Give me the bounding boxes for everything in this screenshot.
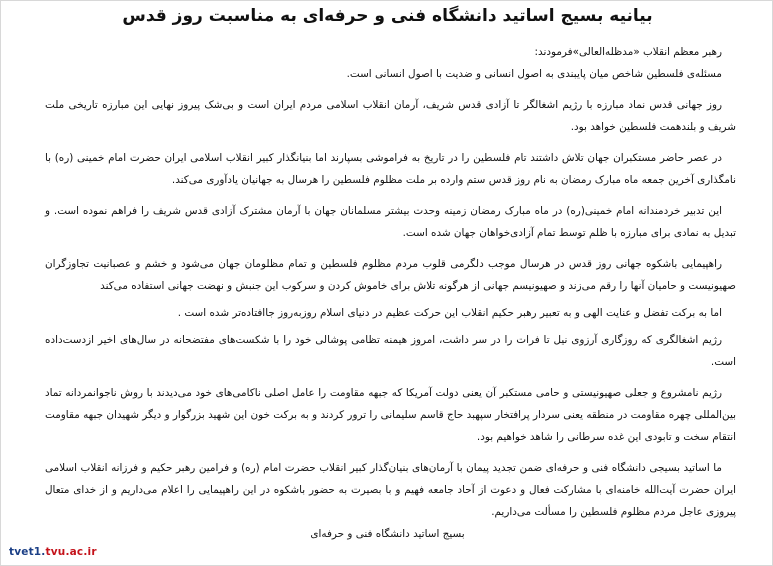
site-watermark-part1: tvet1. bbox=[9, 546, 46, 558]
paragraph-2: در عصر حاضر مستکبران جهان تلاش داشتند تام فلسطین را در تاریخ به فراموشی بسپارند اما بنیانگذار کبیر انقلاب اسلامی ایران حضرت امام خمینی (ره) با نامگذاری آخرین جمعه ماه مبارک رمضان به نام روز قدس ستم وارده بر ملت مظلوم فلسطین را هرسال به جهانیان یادآوری می‌کند. bbox=[45, 152, 736, 186]
paragraph-4: راهپیمایی باشکوه جهانی روز قدس در هرسال موجب دلگرمی قلوب مردم مظلوم فلسطین و تمام مظلومان جهان می‌شود و خشم و عصبانیت تجاوزگران صهیونیست و حامیان آنها را رقم می‌زند و صهیونیسم جهانی از هرگونه تلاش برای خاموش کردن و سرکوب این جنبش و نهضت جهانی استفاده می‌کند bbox=[45, 258, 736, 292]
intro-line-2: مسئله‌ی فلسطین شاخص میان پایبندی به اصول انسانی و ضدیت با اصول انسانی است. bbox=[346, 68, 722, 80]
document-body bbox=[45, 41, 736, 523]
paragraph-8: ما اساتید بسیجی دانشگاه فنی و حرفه‌ای ضمن تجدید پیمان با آرمان‌های بنیان‌گذار کبیر انقلاب حضرت امام (ره) و فرامین رهبر حکیم و فرزانه انقلاب اسلامی ایران حضرت آیت‌الله خامنه‌ای با مشارکت فعال و دعوت از آحاد جامعه فهیم و با بصیرت به حضور باشکوه در این راهپیمایی را اعلام می‌داریم و از خدای متعال پیروزی عاجل مردم مظلوم فلسطین را مسألت می‌داریم. bbox=[45, 462, 736, 518]
paragraph-5: اما به برکت تفضل و عنایت الهی و به تعبیر رهبر حکیم انقلاب این حرکت عظیم در دنیای اسلام روزبه‌روز جاافتاده‌تر شده است . bbox=[177, 307, 722, 319]
site-watermark bbox=[9, 546, 97, 558]
intro-line-1: رهبر معظم انقلاب «مدظله‌العالی»فرمودند: bbox=[534, 46, 722, 58]
site-watermark-part2: tvu.ac.ir bbox=[45, 546, 97, 558]
paragraph-7: رژیم نامشروع و جعلی صهیونیستی و حامی مستکبر آن یعنی دولت آمریکا که جبهه مقاومت را عامل اصلی ناکامی‌های خود می‌دیدند با روش ناجوانمردانه تماد بین‌المللی چهره مقاومت در منطقه یعنی سردار پرافتخار سپهبد حاج قاسم سلیمانی را ترور کردند و به برکت خون این شهید بزرگوار و دیگر شهیدان جبهه مقاومت انتقام سخت و تابودی این غده سرطانی را شاهد خواهیم بود. bbox=[45, 387, 736, 443]
paragraph-6: رژیم اشغالگری که روزگاری آرزوی نیل تا فرات را در سر داشت، امروز هیمنه تظامی پوشالی خود را با شکست‌های مفتضحانه در سال‌های اخیر ازدست‌داده است. bbox=[45, 334, 736, 368]
signature: بسیج اساتید دانشگاه فنی و حرفه‌ای bbox=[310, 528, 465, 540]
paragraph-3: این تدبیر خردمندانه امام خمینی(ره) در ماه مبارک رمضان زمینه وحدت بیشتر مسلمانان جهان با آرمان مشترک آزادی قدس شریف را فراهم نموده است. و تبدیل به نمادی برای مبارزه با ظلم توسط تمام آزادی‌خواهان جهان شده است. bbox=[45, 205, 736, 239]
paragraph-1: روز جهانی قدس نماد مبارزه با رژیم اشغالگر تا آزادی قدس شریف، آرمان انقلاب اسلامی مردم ایران است و بی‌شک پیروز نهایی این مبارزه تاریخی ملت شریف و بلندهمت فلسطین خواهد بود. bbox=[45, 99, 736, 133]
document-title: بیانیه بسیج اساتید دانشگاه فنی و حرفه‌ای به مناسبت روز قدس bbox=[122, 6, 653, 26]
